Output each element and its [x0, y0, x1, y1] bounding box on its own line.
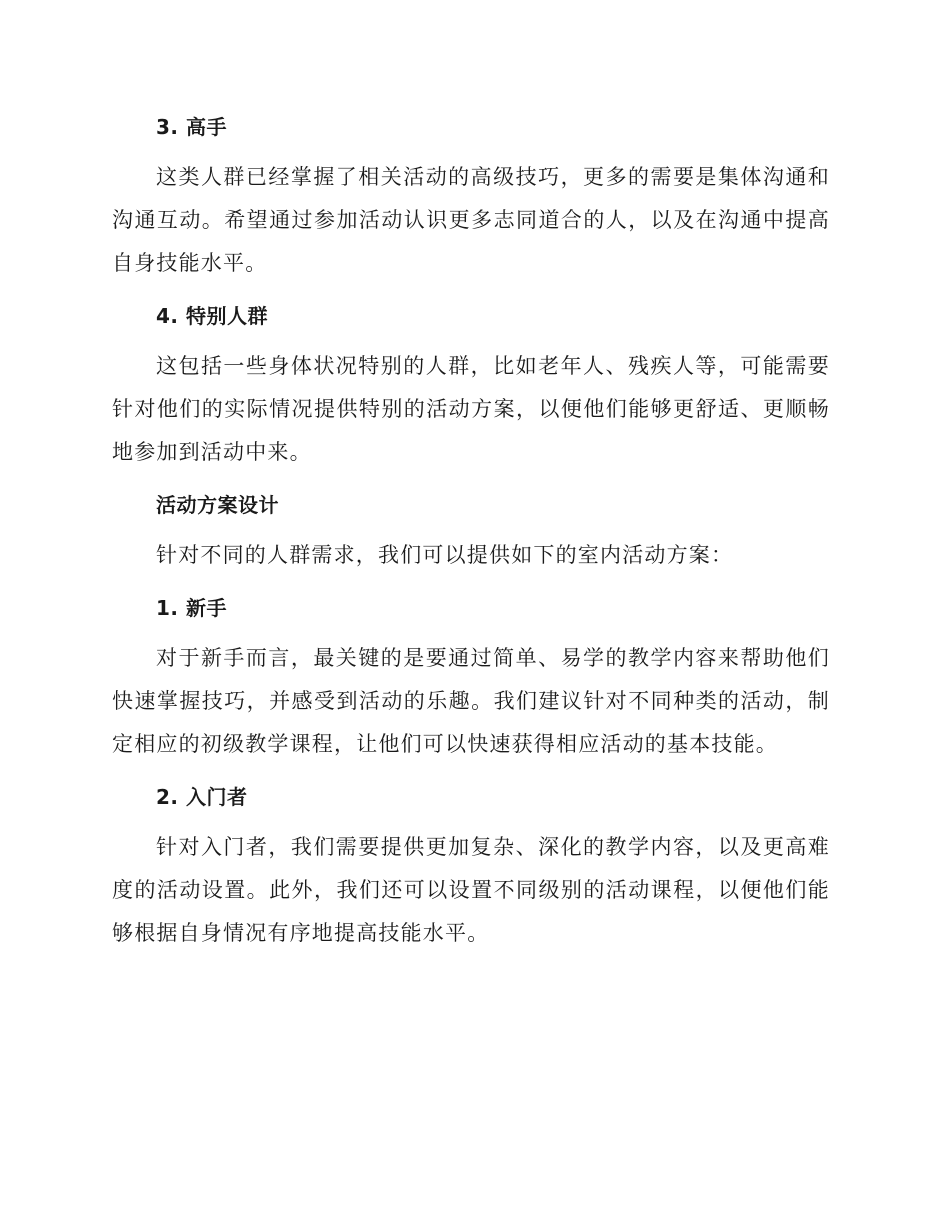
section-heading-activity-design: 活动方案设计: [156, 493, 279, 517]
paragraph-entry-level: 针对入门者，我们需要提供更加复杂、深化的教学内容，以及更高难度的活动设置。此外，我们还可以设置不同级别的活动课程，以便他们能够根据自身情况有序地提高技能水平。: [112, 835, 830, 945]
section-heading-special-groups: 4. 特别人群: [156, 304, 268, 328]
section-heading-beginners: 1. 新手: [156, 596, 227, 620]
section-heading-experts: 3. 高手: [156, 115, 227, 139]
paragraph-activity-design-intro: 针对不同的人群需求，我们可以提供如下的室内活动方案：: [156, 543, 734, 567]
document-page: [112, 108, 830, 967]
paragraph-experts: 这类人群已经掌握了相关活动的高级技巧，更多的需要是集体沟通和沟通互动。希望通过参加活动认识更多志同道合的人，以及在沟通中提高自身技能水平。: [112, 165, 830, 275]
section-heading-entry-level: 2. 入门者: [156, 785, 248, 809]
paragraph-special-groups: 这包括一些身体状况特别的人群，比如老年人、残疾人等，可能需要针对他们的实际情况提供特别的活动方案，以便他们能够更舒适、更顺畅地参加到活动中来。: [112, 354, 830, 464]
paragraph-beginners: 对于新手而言，最关键的是要通过简单、易学的教学内容来帮助他们快速掌握技巧，并感受到活动的乐趣。我们建议针对不同种类的活动，制定相应的初级教学课程，让他们可以快速获得相应活动的基本技能。: [112, 646, 830, 756]
